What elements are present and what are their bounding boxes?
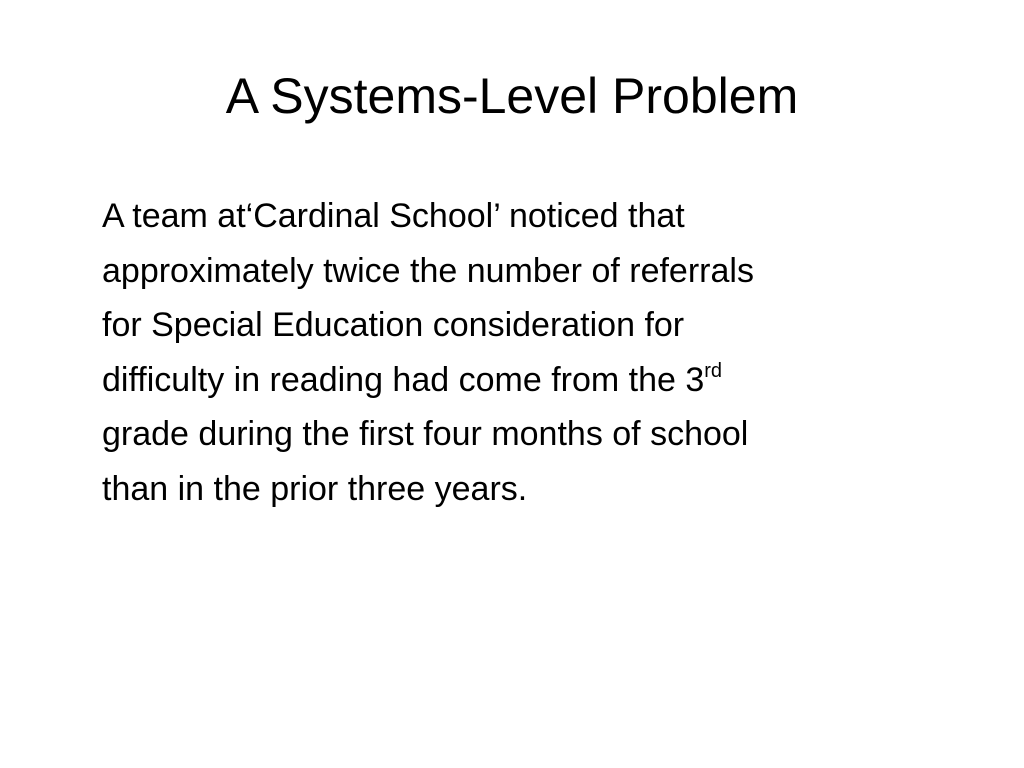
body-line-4-text: difficulty in reading had come from the 3 [102,360,705,399]
slide-body-paragraph [102,189,932,516]
body-line-2: approximately twice the number of referrals [102,251,754,290]
body-line-1: A team at‘Cardinal School’ noticed that [102,197,685,235]
ordinal-superscript: rd [704,359,723,382]
body-line-5: grade during the first four months of school [102,415,749,453]
slide-title: A Systems-Level Problem [225,68,799,124]
body-line-6: than in the prior three years. [102,469,528,508]
body-line-3: for Special Education consideration for [102,306,685,344]
body-line-4 [102,353,932,408]
